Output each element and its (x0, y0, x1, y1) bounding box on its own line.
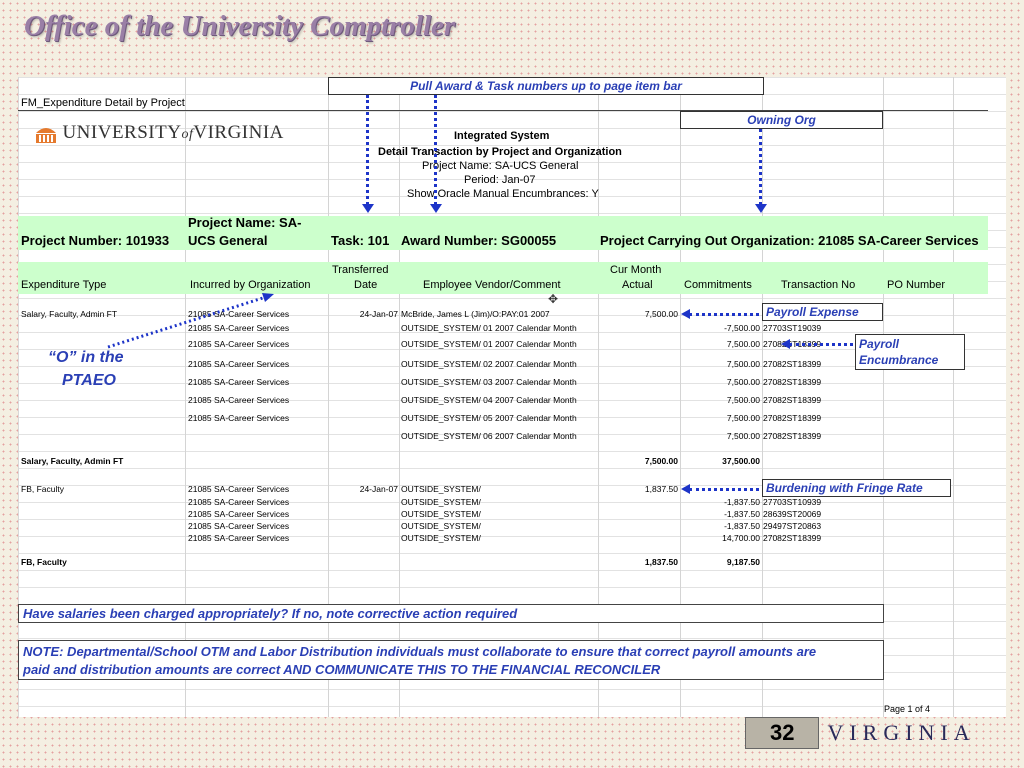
subtotal-salary-label: Salary, Faculty, Admin FT (21, 456, 124, 466)
note-box (18, 640, 884, 680)
fb-row-commit: 14,700.00 (722, 533, 760, 543)
arrow-payroll-expense (689, 313, 759, 316)
arrow-task (366, 95, 369, 205)
fb-row-org: 21085 SA-Career Services (188, 497, 290, 507)
report-subtitle: Detail Transaction by Project and Organization (378, 146, 622, 158)
arrow-head-owning-org (755, 204, 767, 213)
arrow-payroll-encumbrance (789, 343, 853, 346)
report-name: FM_Expenditure Detail by Project (21, 97, 185, 109)
salary-row-comment: OUTSIDE_SYSTEM/ 06 2007 Calendar Month (401, 431, 577, 441)
salary-row-txn: 27703ST19039 (763, 323, 822, 333)
page-label: Page 1 of 4 (884, 704, 931, 714)
salary-row-comment: OUTSIDE_SYSTEM/ 05 2007 Calendar Month (401, 413, 577, 423)
salary-row-org: 21085 SA-Career Services (188, 339, 290, 349)
arrow-owning-org (759, 129, 762, 205)
payroll-encumbrance-line-1: Payroll (859, 337, 900, 351)
project-number: Project Number: 101933 (21, 233, 170, 248)
salary-row-date: 24-Jan-07 (359, 309, 398, 319)
fb-row-date: 24-Jan-07 (359, 484, 398, 494)
uva-logo (34, 122, 284, 145)
rotunda-icon (34, 123, 58, 145)
period-param: Period: Jan-07 (464, 174, 536, 186)
project-name-param: Project Name: SA-UCS General (422, 160, 579, 172)
salary-row-org: 21085 SA-Career Services (188, 309, 290, 319)
salary-row-org: 21085 SA-Career Services (188, 359, 290, 369)
fb-row-commit: -1,837.50 (724, 521, 760, 531)
logo-virginia: VIRGINIA (193, 122, 284, 143)
subtotal-fb-label: FB, Faculty (21, 557, 67, 567)
salary-row-txn: 27082ST18399 (763, 395, 822, 405)
logo-of: of (181, 127, 194, 142)
salary-row-commit: 7,500.00 (726, 339, 760, 349)
salary-row-txn: 27082ST18399 (763, 431, 822, 441)
salary-row-commit: 7,500.00 (726, 359, 760, 369)
fb-row-comment: OUTSIDE_SYSTEM/ (401, 497, 481, 507)
col-po-number: PO Number (887, 279, 946, 291)
footer-brand: VIRGINIA (827, 720, 976, 745)
logo-university: UNIVERSITY (62, 122, 182, 143)
salary-row-actual: 7,500.00 (644, 309, 678, 319)
fb-row-commit: -1,837.50 (724, 509, 760, 519)
fb-row-txn: 28639ST20069 (763, 509, 822, 519)
fb-row-org: 21085 SA-Career Services (188, 484, 290, 494)
arrow-burdening (689, 488, 759, 491)
subtotal-fb-commit: 9,187.50 (726, 557, 760, 567)
salary-row-org: 21085 SA-Career Services (188, 413, 290, 423)
fb-row-comment: OUTSIDE_SYSTEM/ (401, 533, 481, 543)
footer-logo (745, 717, 976, 749)
project-name-1: Project Name: SA- (188, 215, 302, 230)
arrow-award (434, 95, 437, 205)
salary-row-comment: OUTSIDE_SYSTEM/ 03 2007 Calendar Month (401, 377, 577, 387)
fb-row-txn: 27082ST18399 (763, 533, 822, 543)
salary-row-comment: McBride, James L (Jim)/O:PAY:01 2007 (401, 309, 550, 319)
salary-row-commit: 7,500.00 (726, 431, 760, 441)
fb-row-org: 21085 SA-Career Services (188, 521, 290, 531)
project-name-2: UCS General (188, 233, 268, 248)
o-in-ptaeo-1: “O” in the (48, 349, 124, 366)
salary-row-org: 21085 SA-Career Services (188, 323, 290, 333)
col-incurred-by: Incurred by Organization (190, 279, 311, 291)
fb-row-comment: OUTSIDE_SYSTEM/ (401, 484, 481, 494)
task-number: Task: 101 (331, 233, 390, 248)
payroll-encumbrance-line-2: Encumbrance (859, 353, 939, 367)
subtotal-salary-commit: 37,500.00 (722, 456, 760, 466)
arrow-head-task (362, 204, 374, 213)
col-transferred-1: Transferred (332, 264, 389, 276)
report-system: Integrated System (454, 130, 550, 142)
pull-award-callout: Pull Award & Task numbers up to page item bar (328, 77, 764, 95)
salary-row-org: 21085 SA-Career Services (188, 377, 290, 387)
slide-number: 32 (770, 720, 795, 745)
payroll-expense-callout: Payroll Expense (762, 303, 883, 321)
salary-row-txn: 27082ST18399 (763, 339, 822, 349)
salary-row-txn: 27082ST18399 (763, 377, 822, 387)
col-transferred-2: Date (354, 279, 378, 291)
fb-row-org: 21085 SA-Career Services (188, 509, 290, 519)
salary-row-commit: -7,500.00 (724, 323, 760, 333)
arrow-ptaeo (98, 291, 278, 351)
fb-row-txn: 27703ST10939 (763, 497, 822, 507)
subtotal-fb-actual: 1,837.50 (644, 557, 678, 567)
arrow-head-payroll-encumbrance (781, 339, 790, 349)
o-in-ptaeo-2: PTAEO (62, 372, 116, 389)
salary-row-comment: OUTSIDE_SYSTEM/ 01 2007 Calendar Month (401, 339, 577, 349)
col-cur-month-2: Actual (622, 279, 653, 291)
note-line-2: paid and distribution amounts are correct AND COMMUNICATE THIS TO THE FINANCIAL RECONCILER (23, 662, 661, 677)
slide-number-badge (745, 717, 819, 749)
note-line-1: NOTE: Departmental/School OTM and Labor Distribution individuals must collaborate to ensure that correct payroll amounts are (23, 644, 817, 659)
salary-row-comment: OUTSIDE_SYSTEM/ 04 2007 Calendar Month (401, 395, 577, 405)
salary-row-comment: OUTSIDE_SYSTEM/ 02 2007 Calendar Month (401, 359, 577, 369)
fb-row-type: FB, Faculty (21, 484, 64, 494)
col-commitments: Commitments (684, 279, 752, 291)
salary-row-org: 21085 SA-Career Services (188, 395, 290, 405)
fb-row-actual: 1,837.50 (644, 484, 678, 494)
carrying-org: Project Carrying Out Organization: 21085 SA-Career Services (600, 233, 979, 248)
owning-org-callout: Owning Org (680, 111, 883, 129)
oracle-param: Show Oracle Manual Encumbrances: Y (407, 188, 599, 200)
col-transaction-no: Transaction No (781, 279, 856, 291)
salary-row-commit: 7,500.00 (726, 377, 760, 387)
payroll-encumbrance-callout (855, 334, 965, 370)
col-expenditure-type: Expenditure Type (21, 279, 107, 291)
salary-row-type: Salary, Faculty, Admin FT (21, 309, 118, 319)
fb-row-comment: OUTSIDE_SYSTEM/ (401, 521, 481, 531)
fb-row-commit: -1,837.50 (724, 497, 760, 507)
question-text: Have salaries been charged appropriately? If no, note corrective action required (23, 606, 518, 621)
fb-row-org: 21085 SA-Career Services (188, 533, 290, 543)
arrow-head-burdening (681, 484, 690, 494)
question-box (18, 604, 884, 623)
fb-row-comment: OUTSIDE_SYSTEM/ (401, 509, 481, 519)
award-number: Award Number: SG00055 (401, 233, 557, 248)
subtotal-salary-actual: 7,500.00 (644, 456, 678, 466)
salary-row-txn: 27082ST18399 (763, 359, 822, 369)
salary-row-comment: OUTSIDE_SYSTEM/ 01 2007 Calendar Month (401, 323, 577, 333)
burdening-callout: Burdening with Fringe Rate (762, 479, 951, 497)
move-cursor-icon: ✥ (548, 292, 559, 306)
salary-row-txn: 27082ST18399 (763, 413, 822, 423)
col-cur-month-1: Cur Month (610, 264, 662, 276)
arrow-head-award (430, 204, 442, 213)
col-employee-vendor: Employee Vendor/Comment (423, 279, 561, 291)
salary-row-commit: 7,500.00 (726, 413, 760, 423)
fb-row-txn: 29497ST20863 (763, 521, 822, 531)
slide-title: Office of the University Comptroller (24, 10, 456, 42)
spreadsheet (18, 77, 1006, 717)
salary-row-commit: 7,500.00 (726, 395, 760, 405)
arrow-head-payroll-expense (681, 309, 690, 319)
